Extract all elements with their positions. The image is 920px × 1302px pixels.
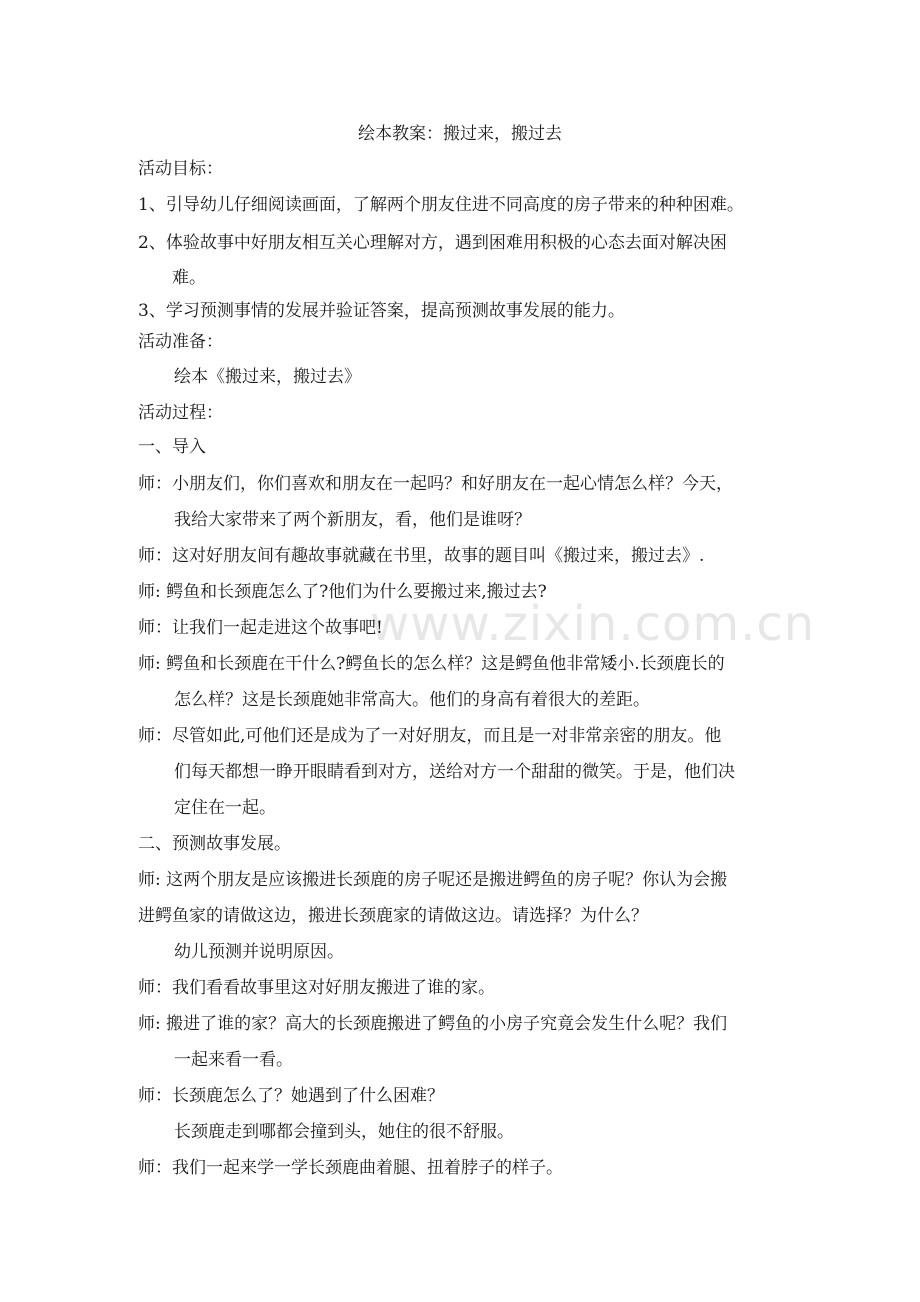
paragraph-line: 长颈鹿走到哪都会撞到头，她住的很不舒服。 [174,1122,514,1142]
watermark: www.zixin.com.cn [370,596,816,652]
paragraph-line: 定住在一起。 [174,798,276,818]
paragraph-line: 师：尽管如此,可他们还是成为了一对好朋友，而且是一对非常亲密的朋友。他 [138,726,722,746]
paragraph-line: 师：我们看看故事里这对好朋友搬进了谁的家。 [138,978,495,998]
paragraph-line: 师：这对好朋友间有趣故事就藏在书里，故事的题目叫《搬过来，搬过去》. [138,546,705,566]
paragraph-line: 师: 搬进了谁的家？高大的长颈鹿搬进了鳄鱼的小房子究竟会发生什么呢？我们 [138,1014,728,1034]
prep-item: 绘本《搬过来，搬过去》 [174,367,361,387]
section-heading-1: 一、导入 [138,437,206,457]
goal-item-1: 1、引导幼儿仔细阅读画面，了解两个朋友住进不同高度的房子带来的种种困难。 [138,195,744,215]
goals-heading: 活动目标： [138,159,223,179]
paragraph-line: 们每天都想一睁开眼睛看到对方，送给对方一个甜甜的微笑。于是，他们决 [174,762,735,782]
paragraph-line: 师：我们一起来学一学长颈鹿曲着腿、扭着脖子的样子。 [138,1158,563,1178]
paragraph-line: 师: 鳄鱼和长颈鹿怎么了?他们为什么要搬过来,搬过去? [138,582,547,602]
paragraph-line: 怎么样？这是长颈鹿她非常高大。他们的身高有着很大的差距。 [174,690,650,710]
paragraph-line: 师：长颈鹿怎么了？她遇到了什么困难？ [138,1086,444,1106]
paragraph-line: 我给大家带来了两个新朋友，看，他们是谁呀？ [174,510,531,530]
paragraph-line: 进鳄鱼家的请做这边，搬进长颈鹿家的请做这边。请选择？为什么？ [138,906,648,926]
paragraph-line: 幼儿预测并说明原因。 [174,942,344,962]
prep-heading: 活动准备： [138,332,223,352]
paragraph-line: 师：小朋友们，你们喜欢和朋友在一起吗？和好朋友在一起心情怎么样？今天， [138,474,733,494]
paragraph-line: 师: 这两个朋友是应该搬进长颈鹿的房子呢还是搬进鳄鱼的房子呢？你认为会搬 [138,870,728,890]
paragraph-line: 师：让我们一起走进这个故事吧! [138,618,383,638]
goal-item-2: 2、体验故事中好朋友相互关心理解对方，遇到困难用积极的心态去面对解决困 [138,233,727,253]
paragraph-line: 一起来看一看。 [174,1050,293,1070]
section-heading-2: 二、预测故事发展。 [138,834,291,854]
goal-item-3: 3、学习预测事情的发展并验证答案，提高预测故事发展的能力。 [138,301,625,321]
paragraph-line: 师: 鳄鱼和长颈鹿在干什么?鳄鱼长的怎么样？这是鳄鱼他非常矮小.长颈鹿长的 [138,654,725,674]
document-title: 绘本教案：搬过来，搬过去 [358,124,562,144]
goal-item-2-continued: 难。 [172,268,206,288]
process-heading: 活动过程： [138,403,223,423]
